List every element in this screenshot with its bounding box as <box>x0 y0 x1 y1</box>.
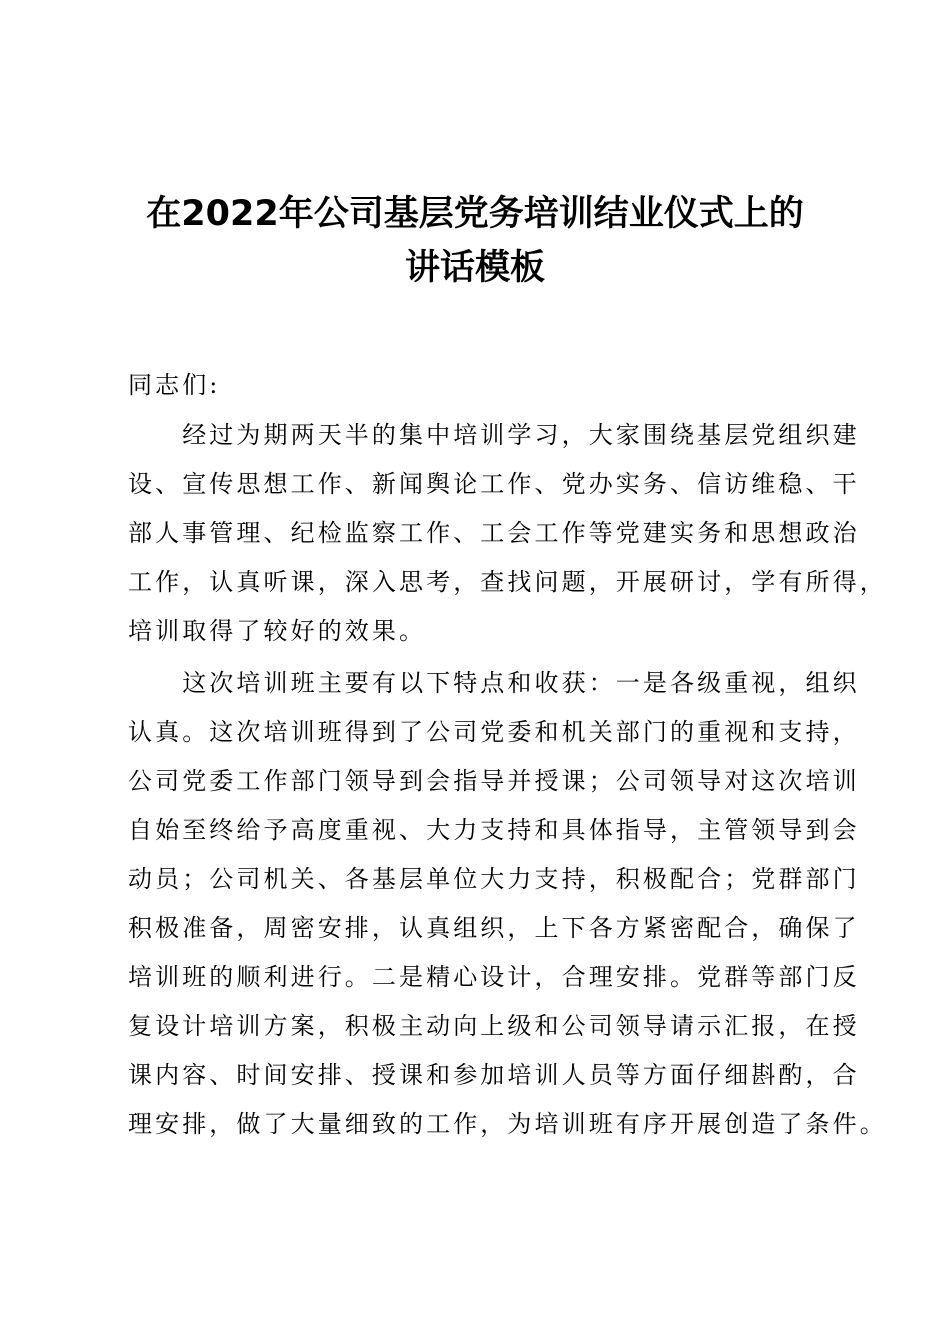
paragraph-line: 设、宣传思想工作、新闻舆论工作、党办实务、信访维稳、干 <box>128 470 860 498</box>
paragraph-line: 理安排，做了大量细致的工作，为培训班有序开展创造了条件。 <box>128 1110 887 1138</box>
paragraph-line: 公司党委工作部门领导到会指导并授课；公司领导对这次培训 <box>128 767 860 795</box>
paragraph-line: 动员；公司机关、各基层单位大力支持，积极配合；党群部门 <box>128 865 860 893</box>
document-title-line-1: 在2022年公司基层党务培训结业仪式上的 <box>146 194 804 234</box>
paragraph-line: 这次培训班主要有以下特点和收获：一是各级重视，组织 <box>128 669 860 697</box>
paragraph-line: 认真。这次培训班得到了公司党委和机关部门的重视和支持， <box>128 718 860 746</box>
document-title-line-2: 讲话模板 <box>404 248 545 288</box>
paragraph-line: 复设计培训方案，积极主动向上级和公司领导请示汇报，在授 <box>128 1012 860 1040</box>
paragraph-line: 课内容、时间安排、授课和参加培训人员等方面仔细斟酌，合 <box>128 1061 860 1089</box>
paragraph-line: 积极准备，周密安排，认真组织，上下各方紧密配合，确保了 <box>128 914 860 942</box>
paragraph-line: 培训取得了较好的效果。 <box>128 617 427 645</box>
paragraph-line: 经过为期两天半的集中培训学习，大家围绕基层党组织建 <box>128 421 860 449</box>
paragraph-line: 培训班的顺利进行。二是精心设计，合理安排。党群等部门反 <box>128 963 860 991</box>
paragraph-line: 部人事管理、纪检监察工作、工会工作等党建实务和思想政治 <box>128 519 860 547</box>
greeting: 同志们: <box>128 371 221 399</box>
paragraph-line: 自始至终给予高度重视、大力支持和具体指导，主管领导到会 <box>128 816 860 844</box>
paragraph-line: 工作，认真听课，深入思考，查找问题，开展研讨，学有所得， <box>128 568 887 596</box>
